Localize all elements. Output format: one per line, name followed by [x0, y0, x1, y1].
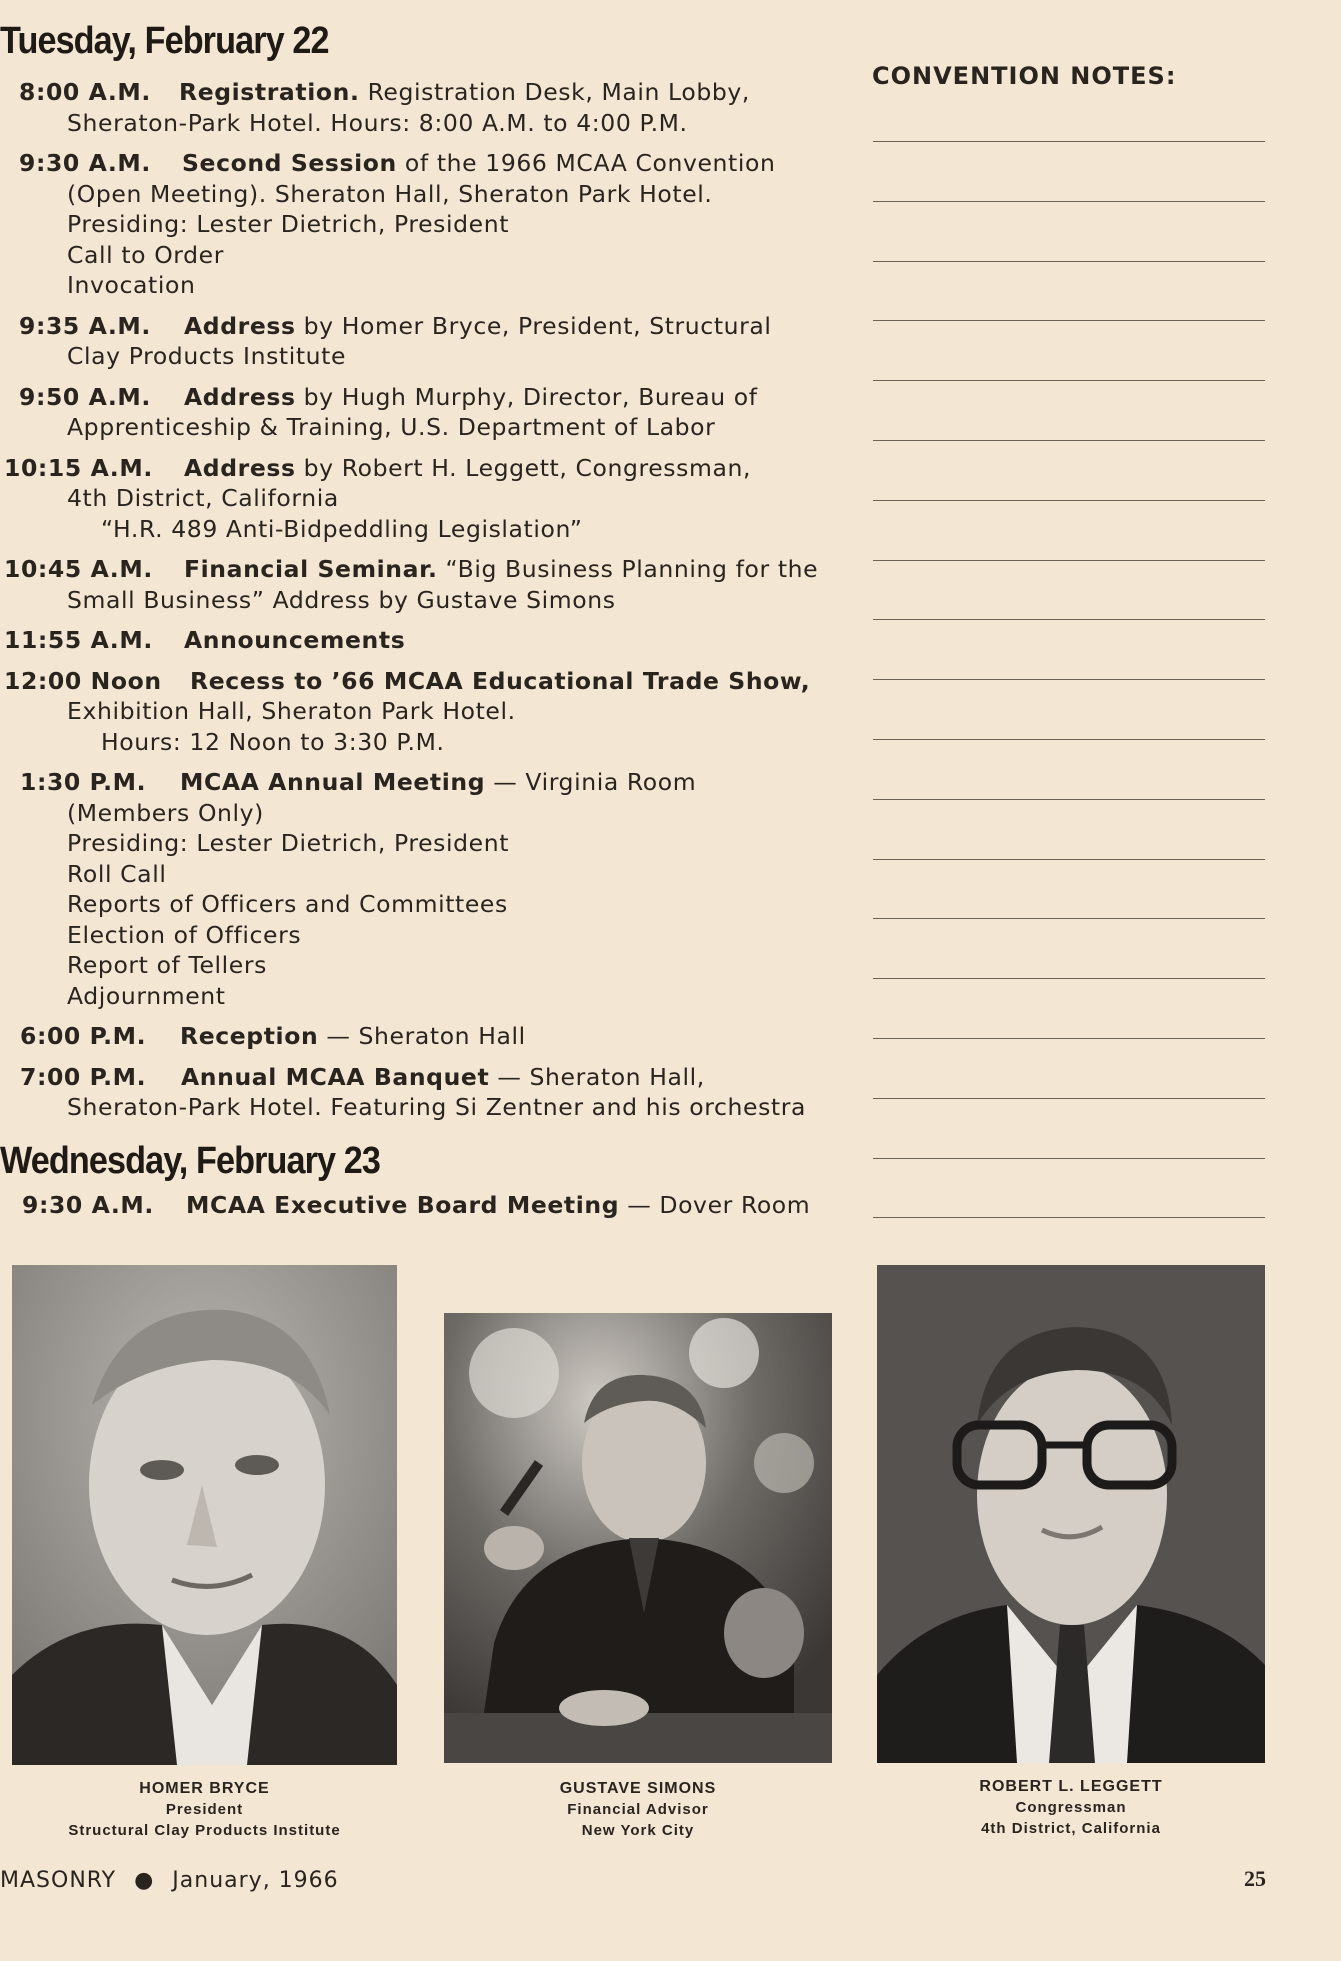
item-detail: Call to Order [67, 240, 224, 269]
caption-role: President [165, 1801, 244, 1818]
item-text: — Sheraton Hall [326, 1022, 526, 1050]
schedule-item [0, 453, 850, 545]
item-time: 1:30 P.M. [20, 768, 147, 796]
note-line [873, 859, 1265, 860]
item-text: by Robert H. Leggett, Congressman, [303, 453, 752, 482]
item-text: of the 1966 MCAA Convention [404, 149, 776, 177]
tuesday-schedule [0, 77, 850, 1133]
item-detail: 4th District, California [67, 484, 339, 512]
convention-notes-title: CONVENTION NOTES: [872, 62, 1177, 90]
item-time: 12:00 Noon [4, 666, 162, 695]
caption-org: New York City [581, 1822, 695, 1839]
note-line [873, 201, 1265, 202]
schedule-item [0, 1062, 850, 1123]
item-detail: Apprenticeship & Training, U.S. Department of Labor [67, 413, 716, 441]
note-line [873, 1038, 1265, 1039]
item-detail: Hours: 12 Noon to 3:30 P.M. [101, 727, 445, 756]
item-title: Annual MCAA Banquet [181, 1062, 490, 1091]
item-title: Reception [180, 1022, 319, 1050]
caption-name: ROBERT L. LEGGETT [979, 1778, 1163, 1795]
item-time: 10:15 A.M. [4, 453, 153, 482]
item-detail: (Members Only) [67, 798, 264, 827]
schedule-item [0, 625, 850, 656]
item-detail: (Open Meeting). Sheraton Hall, Sheraton Park Hotel. [67, 179, 713, 208]
note-line [873, 799, 1265, 800]
item-time: 10:45 A.M. [4, 555, 153, 583]
schedule-item [0, 554, 850, 615]
note-line [873, 560, 1265, 561]
item-title: Second Session [182, 149, 397, 177]
item-time: 7:00 P.M. [20, 1062, 147, 1091]
item-detail: Clay Products Institute [67, 342, 347, 370]
item-title: MCAA Executive Board Meeting [186, 1191, 620, 1219]
item-time: 9:35 A.M. [19, 311, 151, 340]
item-detail: Roll Call [67, 859, 167, 888]
item-detail: “H.R. 489 Anti-Bidpeddling Legislation” [101, 514, 583, 543]
note-line [873, 261, 1265, 262]
caption-role: Financial Advisor [567, 1801, 709, 1818]
note-line [873, 440, 1265, 441]
note-line [873, 320, 1265, 321]
caption-role: Congressman [1015, 1799, 1127, 1816]
item-detail: Small Business” Address by Gustave Simons [67, 585, 616, 614]
schedule-item [0, 666, 850, 758]
note-line [873, 380, 1265, 381]
portrait-image [444, 1313, 832, 1763]
schedule-item [0, 311, 850, 372]
portrait-image [12, 1265, 397, 1765]
item-detail: Sheraton-Park Hotel. Featuring Si Zentner and his orchestra [67, 1093, 807, 1121]
item-title: Recess to ’66 MCAA Educational Trade Show, [190, 666, 811, 695]
homer-bryce-caption [12, 1778, 397, 1841]
note-line [873, 141, 1265, 142]
page-footer [0, 1868, 339, 1893]
item-time: 8:00 A.M. [19, 78, 151, 106]
note-line [873, 679, 1265, 680]
schedule-item [0, 382, 850, 443]
item-time: 6:00 P.M. [20, 1022, 147, 1050]
note-line [873, 500, 1265, 501]
gustave-simons-photo [444, 1313, 832, 1763]
item-detail: Reports of Officers and Committees [67, 890, 508, 918]
item-text: by Homer Bryce, President, Structural [303, 311, 772, 340]
item-title: Financial Seminar. [184, 555, 438, 583]
note-line [873, 1217, 1265, 1218]
item-time: 9:30 A.M. [19, 149, 151, 177]
schedule-item [0, 767, 850, 1011]
homer-bryce-photo [12, 1265, 397, 1765]
item-text: — Sheraton Hall, [497, 1062, 705, 1091]
item-time: 9:30 A.M. [22, 1191, 154, 1219]
schedule-item [0, 1021, 850, 1052]
caption-name: HOMER BRYCE [139, 1780, 270, 1797]
item-title: Address [184, 453, 296, 482]
item-text: — Virginia Room [493, 768, 697, 796]
note-line [873, 1098, 1265, 1099]
note-line [873, 739, 1265, 740]
note-line [873, 1158, 1265, 1159]
item-detail: Adjournment [67, 981, 226, 1010]
item-text: Registration Desk, Main Lobby, [367, 78, 750, 106]
item-title: Address [184, 311, 296, 340]
item-text: “Big Business Planning for the [445, 555, 819, 583]
item-detail: Election of Officers [67, 920, 302, 949]
item-title: Registration. [179, 78, 360, 106]
schedule-item [0, 148, 850, 301]
item-text: — Dover Room [627, 1191, 811, 1219]
page-number: 25 [1244, 1866, 1266, 1891]
schedule-item [0, 1190, 850, 1221]
issue-date: January, 1966 [172, 1868, 339, 1893]
item-detail: Report of Tellers [67, 951, 267, 979]
wednesday-heading: Wednesday, February 23 [0, 1140, 380, 1182]
item-detail: Presiding: Lester Dietrich, President [67, 829, 510, 857]
tuesday-heading: Tuesday, February 22 [0, 20, 329, 62]
wednesday-schedule [0, 1190, 850, 1231]
robert-leggett-photo [877, 1265, 1265, 1763]
portrait-image [877, 1265, 1265, 1763]
item-text: by Hugh Murphy, Director, Bureau of [303, 382, 758, 411]
bullet-icon: ● [134, 1868, 155, 1893]
item-detail: Exhibition Hall, Sheraton Park Hotel. [67, 697, 516, 725]
note-line [873, 918, 1265, 919]
note-line [873, 619, 1265, 620]
item-time: 11:55 A.M. [4, 626, 153, 654]
gustave-simons-caption [444, 1778, 832, 1841]
item-title: Address [184, 382, 296, 411]
caption-name: GUSTAVE SIMONS [559, 1780, 717, 1797]
item-detail: Sheraton-Park Hotel. Hours: 8:00 A.M. to 4:00 P.M. [67, 108, 688, 137]
item-title: Announcements [184, 626, 406, 654]
caption-org: 4th District, California [981, 1820, 1161, 1837]
schedule-item [0, 77, 850, 138]
note-line [873, 978, 1265, 979]
robert-leggett-caption [877, 1776, 1265, 1839]
item-title: MCAA Annual Meeting [180, 768, 486, 796]
item-detail: Invocation [67, 271, 196, 299]
caption-org: Structural Clay Products Institute [68, 1822, 341, 1839]
magazine-name: MASONRY [0, 1868, 117, 1893]
item-detail: Presiding: Lester Dietrich, President [67, 210, 510, 238]
item-time: 9:50 A.M. [19, 382, 151, 411]
